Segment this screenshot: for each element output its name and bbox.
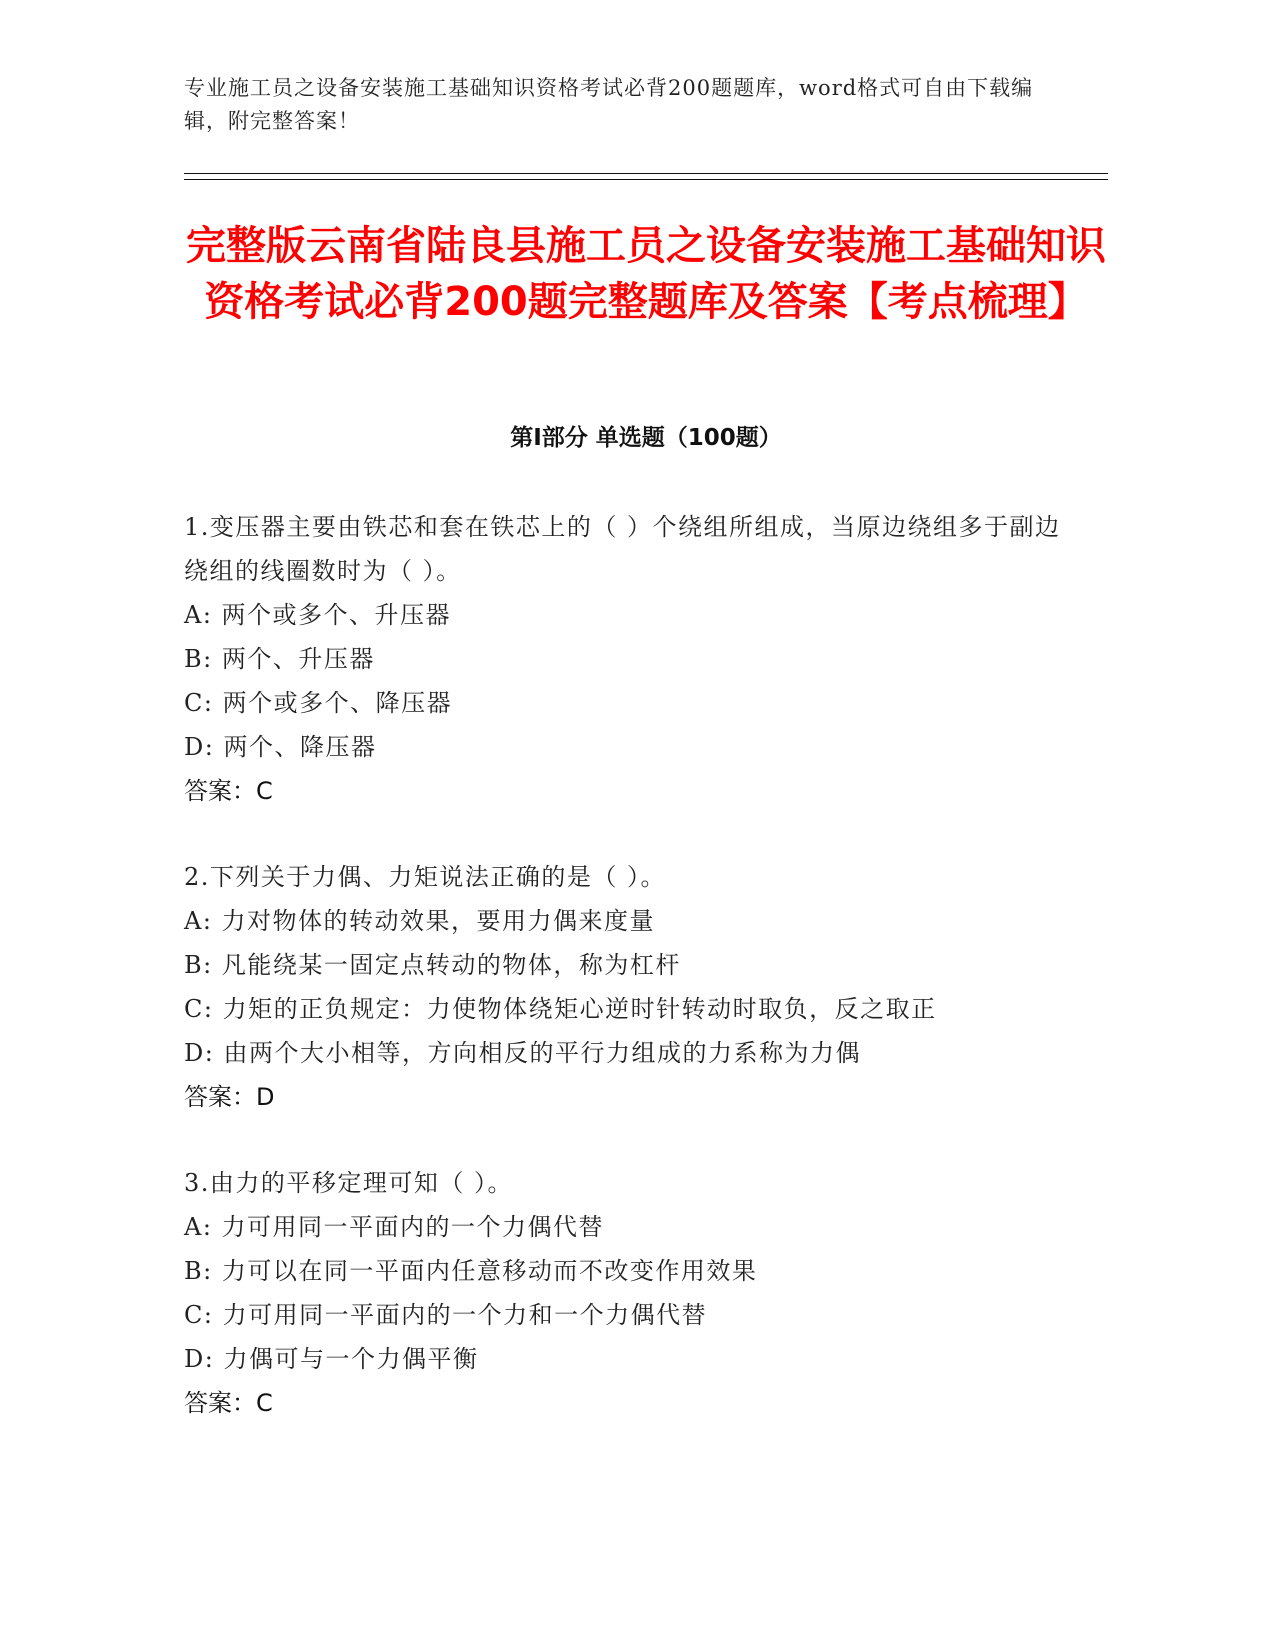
section-title: 第I部分 单选题（100题） — [510, 425, 782, 451]
question-3 — [184, 1161, 1064, 1425]
question-stem: 2.下列关于力偶、力矩说法正确的是（ ）。 — [184, 863, 667, 891]
question-2 — [184, 855, 1064, 1119]
question-stem: 1.变压器主要由铁芯和套在铁芯上的（ ）个绕组所组成，当原边绕组多于副边绕组的线圈数时为（ ）。 — [184, 513, 1061, 585]
question-list — [184, 505, 1064, 1467]
answer-line: 答案：C — [184, 1389, 273, 1417]
question-1 — [184, 505, 1064, 813]
option-b: B: 凡能绕某一固定点转动的物体，称为杠杆 — [184, 951, 681, 979]
option-d: D: 力偶可与一个力偶平衡 — [184, 1345, 479, 1373]
header-divider-bottom — [184, 179, 1108, 180]
header-note: 专业施工员之设备安装施工基础知识资格考试必背200题题库，word格式可自由下载编辑，附完整答案！ — [184, 76, 1034, 133]
option-a: A: 力对物体的转动效果，要用力偶来度量 — [184, 907, 656, 935]
option-b: B: 力可以在同一平面内任意移动而不改变作用效果 — [184, 1257, 758, 1285]
option-b: B: 两个、升压器 — [184, 645, 375, 673]
option-a: A: 两个或多个、升压器 — [184, 601, 452, 629]
option-c: C: 力矩的正负规定：力使物体绕矩心逆时针转动时取负，反之取正 — [184, 995, 937, 1023]
header-divider-top — [184, 173, 1108, 174]
document-title: 完整版云南省陆良县施工员之设备安装施工基础知识资格考试必背200题完整题库及答案【考点梳理】 — [186, 223, 1106, 325]
answer-line: 答案：D — [184, 1083, 275, 1111]
option-c: C: 力可用同一平面内的一个力和一个力偶代替 — [184, 1301, 708, 1329]
option-d: D: 由两个大小相等，方向相反的平行力组成的力系称为力偶 — [184, 1039, 861, 1067]
option-c: C: 两个或多个、降压器 — [184, 689, 453, 717]
answer-line: 答案：C — [184, 777, 273, 805]
option-d: D: 两个、降压器 — [184, 733, 377, 761]
question-stem: 3.由力的平移定理可知（ ）。 — [184, 1169, 514, 1197]
option-a: A: 力可用同一平面内的一个力偶代替 — [184, 1213, 605, 1241]
